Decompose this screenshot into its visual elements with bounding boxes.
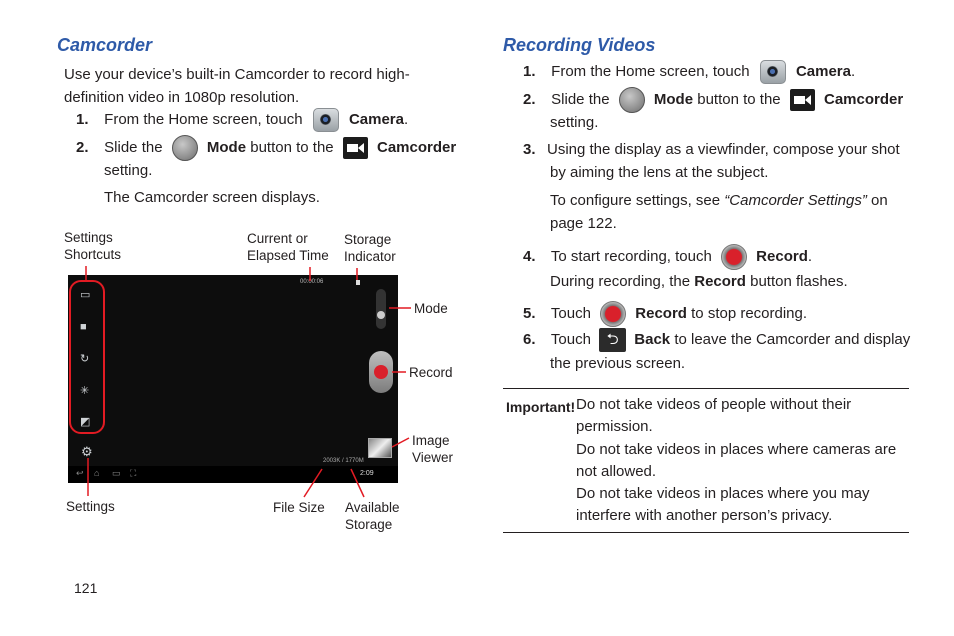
label-available-storage: Available Storage [345, 500, 400, 532]
line-available [351, 469, 364, 497]
exposure-icon[interactable]: ◩ [80, 416, 91, 428]
back-icon: ⮌ [599, 328, 626, 352]
camcorder-icon [790, 89, 815, 111]
camera-icon [760, 60, 786, 84]
elapsed-time-readout: 00:00:06 [300, 279, 324, 285]
file-size-readout: 2003K / 1770M [323, 458, 364, 464]
important-text: Do not take videos of people without their permission. Do not take videos in places where cameras are not allowed. Do not take videos in places where you may interfere with another person’s privacy. [576, 396, 897, 525]
right-step-3: 3. Using the display as a viewfinder, compose your shot by aiming the lens at the subject. [523, 141, 900, 181]
intro-paragraph: Use your device’s built-in Camcorder to record high- definition video in 1080p resolution. [64, 66, 410, 106]
right-step-3-sub: To configure settings, see “Camcorder Settings” on page 122. [550, 192, 888, 232]
left-step-1: 1. From the Home screen, touch Camera. [76, 108, 408, 132]
flash-icon[interactable]: ▭ [80, 289, 91, 301]
left-step-2: 2. Slide the Mode button to the Camcorder [76, 135, 456, 161]
label-image-viewer: Image Viewer [412, 433, 454, 465]
label-settings-shortcuts: Settings Shortcuts [64, 230, 122, 262]
settings-gear-icon[interactable]: ⚙ [81, 444, 93, 459]
line-file-size [304, 469, 322, 497]
label-storage-indicator: Storage Indicator [344, 232, 396, 264]
record-icon [721, 244, 747, 270]
right-step-6: 6. Touch ⮌ Back to leave the Camcorder and display [523, 328, 910, 352]
right-step-2: 2. Slide the Mode button to the Camcorder [523, 87, 903, 113]
label-record: Record [409, 365, 453, 380]
record-icon [600, 301, 626, 327]
home-nav-icon[interactable]: ⌂ [94, 468, 100, 478]
right-step-6-line2: the previous screen. [550, 355, 686, 372]
mode-icon [619, 87, 645, 113]
right-step-2-line2: setting. [550, 114, 599, 131]
left-step-2-line2: setting. [104, 162, 153, 179]
screenshot-icon[interactable]: ⛶ [130, 468, 137, 478]
back-nav-icon[interactable]: ↩ [76, 468, 84, 478]
effects-icon[interactable]: ✳ [80, 385, 90, 397]
label-elapsed-time: Current or Elapsed Time [247, 231, 329, 263]
important-label: Important! [506, 399, 576, 415]
right-step-5: 5. Touch Record to stop recording. [523, 301, 807, 327]
important-bottom-rule [503, 532, 909, 533]
right-step-1: 1. From the Home screen, touch Camera. [523, 60, 855, 84]
timer-icon[interactable]: ↻ [80, 353, 90, 365]
important-top-rule [503, 388, 909, 389]
section-heading-recording-videos: Recording Videos [503, 35, 656, 55]
label-file-size: File Size [273, 500, 325, 515]
label-mode: Mode [414, 301, 448, 316]
recent-apps-icon[interactable]: ▭ [112, 468, 121, 478]
right-step-4: 4. To start recording, touch Record. [523, 244, 812, 270]
line-image [392, 438, 409, 447]
right-step-4-sub: During recording, the Record button flashes. [550, 273, 848, 290]
page-number: 121 [74, 580, 98, 596]
shortcut-camera-icon[interactable]: ■ [80, 321, 87, 333]
section-heading-camcorder: Camcorder [57, 35, 153, 55]
camcorder-screen-note: The Camcorder screen displays. [104, 189, 320, 206]
clock-readout: 2:09 [360, 470, 374, 477]
label-settings: Settings [66, 499, 115, 514]
